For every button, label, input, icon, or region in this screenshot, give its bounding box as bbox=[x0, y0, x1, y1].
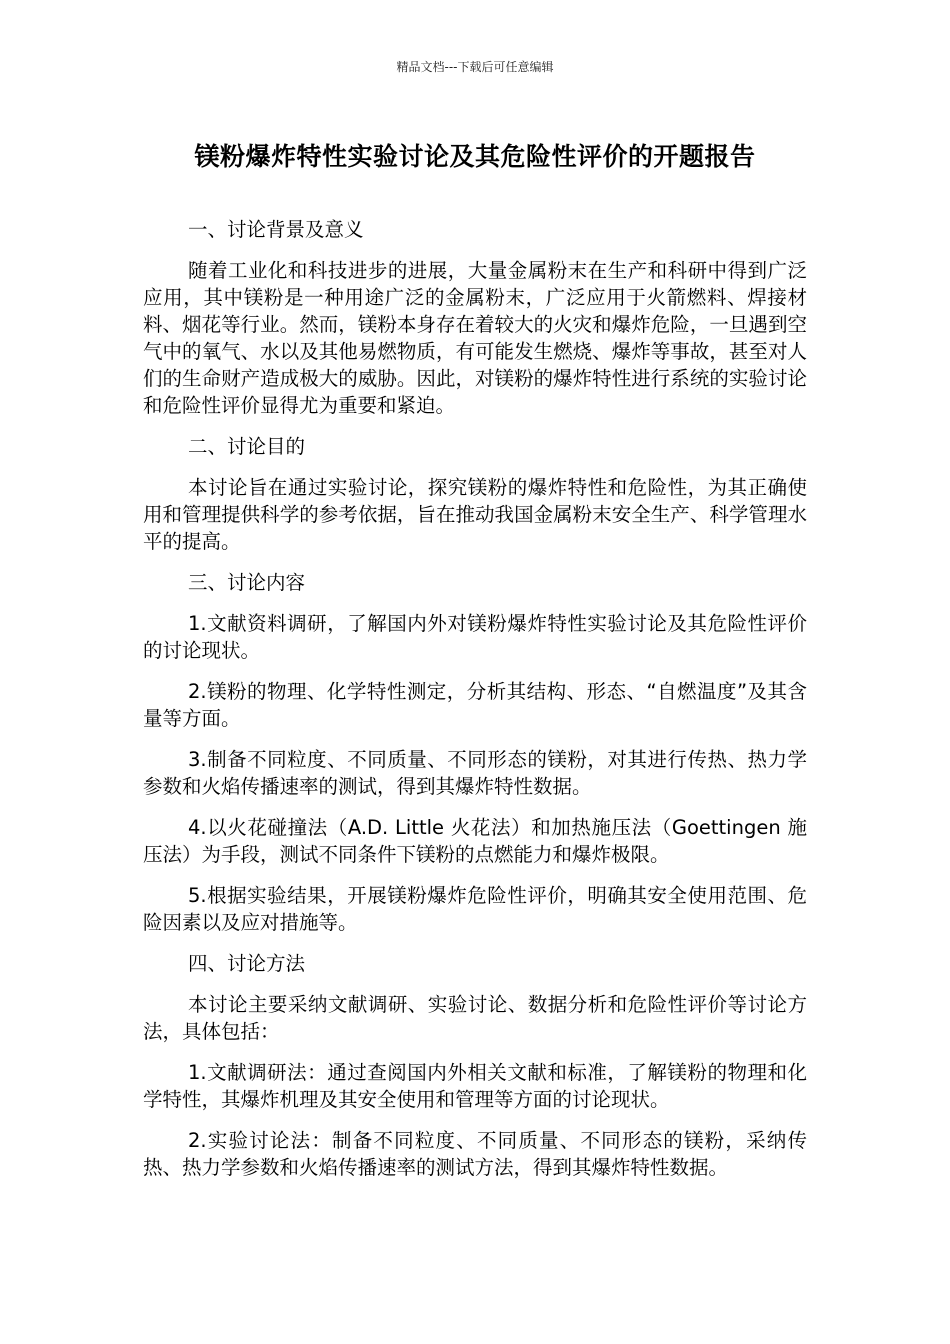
content-item-5: 5.根据实验结果，开展镁粉爆炸危险性评价，明确其安全使用范围、危险因素以及应对措施等。 bbox=[143, 884, 807, 934]
section-heading-methods: 四、讨论方法 bbox=[188, 952, 306, 975]
content-item-2: 2.镁粉的物理、化学特性测定，分析其结构、形态、“自燃温度”及其含量等方面。 bbox=[143, 680, 807, 730]
section-heading-purpose: 二、讨论目的 bbox=[188, 435, 306, 458]
section-heading-content: 三、讨论内容 bbox=[188, 571, 306, 594]
document-body bbox=[143, 216, 807, 1195]
page-header: 精品文档---下载后可任意编辑 bbox=[396, 60, 554, 74]
paragraph-background: 随着工业化和科技进步的进展，大量金属粉末在生产和科研中得到广泛应用，其中镁粉是一种用途广泛的金属粉末，广泛应用于火箭燃料、焊接材料、烟花等行业。然而，镁粉本身存在着较大的火灾和爆炸危险，一旦遇到空气中的氧气、水以及其他易燃物质，有可能发生燃烧、爆炸等事故，甚至对人们的生命财产造成极大的威胁。因此，对镁粉的爆炸特性进行系统的实验讨论和危险性评价显得尤为重要和紧迫。 bbox=[143, 259, 807, 417]
content-item-1: 1.文献资料调研，了解国内外对镁粉爆炸特性实验讨论及其危险性评价的讨论现状。 bbox=[143, 612, 807, 662]
method-item-2: 2.实验讨论法：制备不同粒度、不同质量、不同形态的镁粉，采纳传热、热力学参数和火焰传播速率的测试方法，得到其爆炸特性数据。 bbox=[143, 1129, 807, 1179]
content-item-3: 3.制备不同粒度、不同质量、不同形态的镁粉，对其进行传热、热力学参数和火焰传播速率的测试，得到其爆炸特性数据。 bbox=[143, 748, 807, 798]
paragraph-methods-intro: 本讨论主要采纳文献调研、实验讨论、数据分析和危险性评价等讨论方法，具体包括： bbox=[143, 993, 807, 1043]
content-item-4: 4.以火花碰撞法（A.D. Little 火花法）和加热施压法（Goettingen 施压法）为手段，测试不同条件下镁粉的点燃能力和爆炸极限。 bbox=[143, 816, 807, 866]
paragraph-purpose: 本讨论旨在通过实验讨论，探究镁粉的爆炸特性和危险性，为其正确使用和管理提供科学的参考依据，旨在推动我国金属粉末安全生产、科学管理水平的提高。 bbox=[143, 476, 807, 553]
section-heading-background: 一、讨论背景及意义 bbox=[188, 218, 364, 241]
method-item-1: 1.文献调研法：通过查阅国内外相关文献和标准，了解镁粉的物理和化学特性，其爆炸机理及其安全使用和管理等方面的讨论现状。 bbox=[143, 1061, 807, 1111]
document-title: 镁粉爆炸特性实验讨论及其危险性评价的开题报告 bbox=[194, 142, 756, 171]
